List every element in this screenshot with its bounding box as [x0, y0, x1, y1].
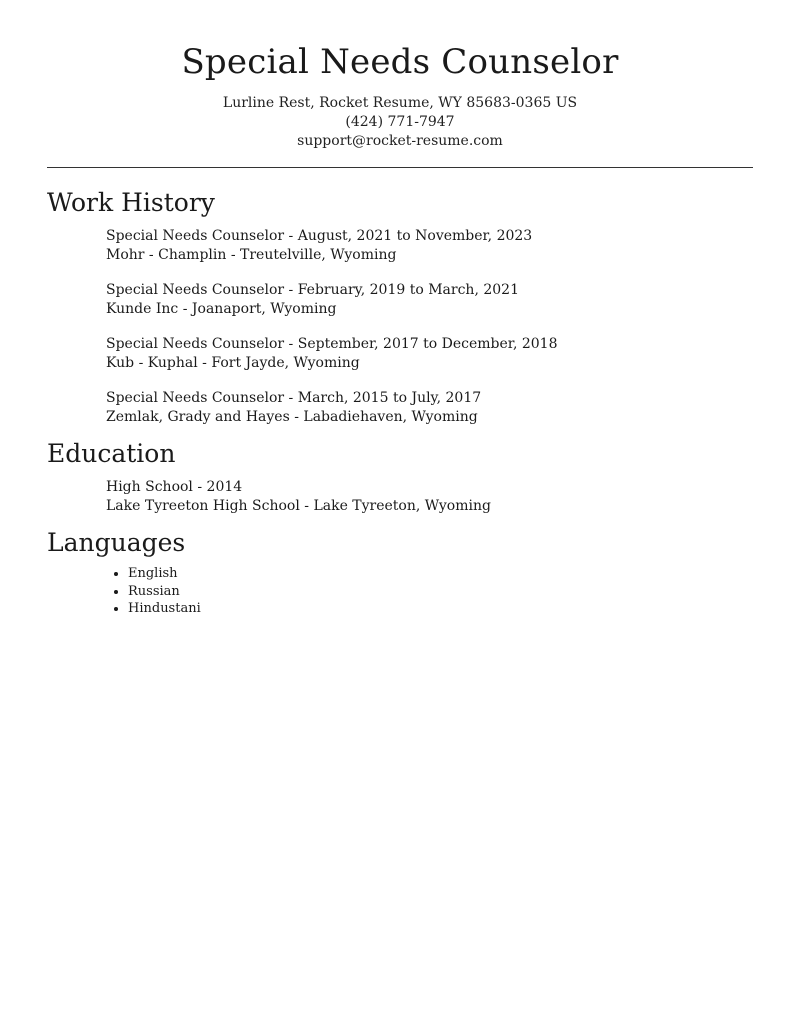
work-entry-line-1	[106, 335, 753, 354]
work-entry-line-2	[106, 354, 753, 373]
work-dates: September, 2017 to December, 2018	[297, 336, 558, 352]
contact-phone: (424) 771-7947	[345, 114, 455, 130]
work-entry-line-2	[106, 300, 753, 319]
work-entry-line-1	[106, 227, 753, 246]
work-entry-line-1	[106, 281, 753, 300]
education-list	[106, 478, 753, 516]
work-location: Labadiehaven, Wyoming	[303, 409, 478, 425]
header-divider	[47, 167, 753, 168]
separator: -	[284, 282, 298, 298]
resume-title: Special Needs Counselor	[181, 42, 619, 82]
contact-address: Lurline Rest, Rocket Resume, WY 85683-0365 US	[222, 95, 578, 111]
separator: -	[284, 390, 298, 406]
resume-header	[0, 40, 800, 151]
languages-heading: Languages	[47, 528, 186, 557]
separator: -	[178, 301, 192, 317]
work-entry	[106, 227, 753, 265]
work-position: Special Needs Counselor	[106, 390, 285, 406]
separator: -	[192, 479, 207, 495]
work-location: Treutelville, Wyoming	[240, 247, 397, 263]
work-entry	[106, 389, 753, 427]
work-entry	[106, 281, 753, 319]
separator: -	[284, 228, 298, 244]
work-company: Zemlak, Grady and Hayes	[106, 409, 290, 425]
education-entry-line-1	[106, 478, 753, 497]
work-location: Fort Jayde, Wyoming	[211, 355, 360, 371]
work-entry	[106, 335, 753, 373]
language-item: • Russian	[128, 583, 753, 601]
work-position: Special Needs Counselor	[106, 282, 285, 298]
work-dates: March, 2015 to July, 2017	[297, 390, 482, 406]
work-dates: August, 2021 to November, 2023	[297, 228, 533, 244]
separator: -	[289, 409, 304, 425]
separator: -	[284, 336, 298, 352]
language-item: • Hindustani	[128, 600, 753, 618]
work-history-section	[47, 187, 753, 427]
contact-block	[0, 94, 800, 151]
education-entry	[106, 478, 753, 516]
work-company: Kunde Inc	[106, 301, 179, 317]
separator: -	[226, 247, 241, 263]
work-company: Mohr - Champlin	[106, 247, 227, 263]
separator: -	[299, 498, 314, 514]
separator: -	[197, 355, 212, 371]
work-company: Kub - Kuphal	[106, 355, 198, 371]
education-location: Lake Tyreeton, Wyoming	[313, 498, 491, 514]
work-dates: February, 2019 to March, 2021	[297, 282, 519, 298]
work-entry-line-2	[106, 408, 753, 427]
work-entry-line-2	[106, 246, 753, 265]
language-item: • English	[128, 565, 753, 583]
work-position: Special Needs Counselor	[106, 228, 285, 244]
work-history-heading: Work History	[47, 188, 215, 217]
education-section	[47, 438, 753, 516]
education-year: 2014	[206, 479, 243, 495]
education-heading: Education	[47, 439, 176, 468]
work-location: Joanaport, Wyoming	[191, 301, 337, 317]
work-position: Special Needs Counselor	[106, 336, 285, 352]
contact-email: support@rocket-resume.com	[297, 133, 503, 149]
work-history-list	[106, 227, 753, 427]
languages-list	[128, 565, 753, 618]
education-school: Lake Tyreeton High School	[106, 498, 300, 514]
languages-section	[47, 527, 753, 618]
education-entry-line-2	[106, 497, 753, 516]
work-entry-line-1	[106, 389, 753, 408]
education-degree: High School	[106, 479, 193, 495]
